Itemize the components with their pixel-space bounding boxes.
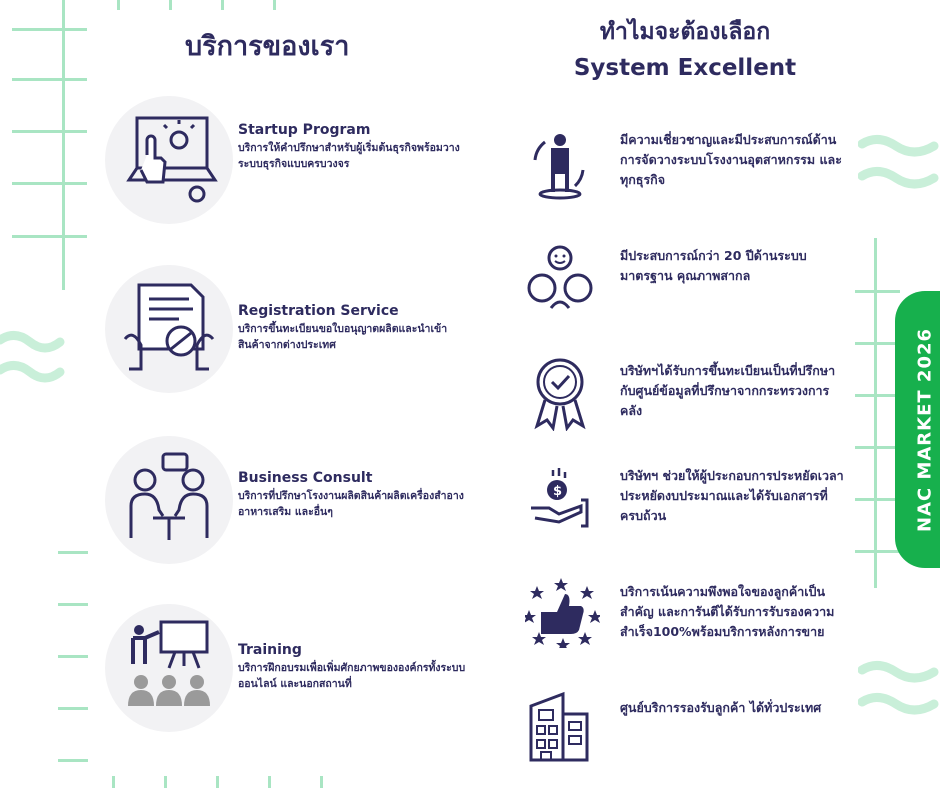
service-training — [105, 604, 505, 734]
expert-icon — [525, 130, 595, 200]
document-stamp-icon — [119, 279, 219, 379]
service-consult — [105, 436, 505, 566]
nac-market-badge-text: NAC MARKET 2026 — [914, 327, 936, 533]
reason-text: มีประสบการณ์กว่า 20 ปีด้านระบบมาตรฐาน คุณภาพสากล — [620, 248, 807, 283]
reason-item — [525, 244, 855, 314]
training-icon — [119, 618, 219, 718]
svg-text:$: $ — [553, 484, 563, 499]
service-registration — [105, 265, 505, 395]
reason-text: ศูนย์บริการรองรับลูกค้า ได้ทั่วประเทศ — [620, 700, 822, 715]
service-startup — [105, 96, 505, 226]
reason-text: บริษัทฯได้รับการขึ้นทะเบียนเป็นที่ปรึกษากับศูนย์ข้อมูลที่ปรึกษาจากกระทรวงการคลัง — [620, 363, 836, 418]
reason-text: บริการเน้นความพึงพอใจของลูกค้าเป็นสำคัญ และการันตีได้รับการรับรองความสำเร็จ100%พร้อมบริการหลังการขาย — [620, 584, 835, 639]
services-title: บริการของเรา — [185, 31, 350, 62]
service-name: Business Consult — [238, 470, 373, 486]
service-icon-circle — [105, 436, 233, 564]
money-hand-icon — [525, 464, 595, 534]
reason-item — [525, 130, 855, 210]
service-icon-circle — [105, 265, 233, 393]
service-name: Startup Program — [238, 122, 371, 138]
experience-icon — [525, 244, 595, 314]
wave-decoration-left — [0, 330, 70, 400]
service-name: Registration Service — [238, 303, 399, 319]
building-icon — [525, 690, 595, 762]
service-description: บริการให้คำปรึกษาสำหรับผู้เริ่มต้นธุรกิจพร้อมวางระบบธุรกิจแบบครบวงจร — [238, 142, 460, 170]
reason-item — [525, 578, 855, 663]
service-description: บริการที่ปรึกษาโรงงานผลิตสินค้าผลิตเครื่องสำอาง อาหารเสริม และอื่นๆ — [238, 490, 464, 518]
reason-item — [525, 690, 855, 765]
service-name: Training — [238, 642, 302, 658]
thumbs-up-stars-icon — [525, 578, 600, 648]
why-choose-title-line2: System Excellent — [573, 55, 797, 81]
reason-item — [525, 356, 855, 431]
wave-decoration-right-top — [858, 132, 940, 202]
why-choose-title — [540, 14, 830, 86]
service-icon-circle — [105, 604, 233, 732]
laptop-hand-icon — [119, 110, 219, 210]
service-description: บริการขึ้นทะเบียนขอใบอนุญาตผลิตและนำเข้าสินค้าจากต่างประเทศ — [238, 323, 448, 351]
service-description: บริการฝึกอบรมเพื่อเพิ่มศักยภาพขององค์กรทั้งระบบออนไลน์ และนอกสถานที่ — [238, 662, 466, 690]
service-icon-circle — [105, 96, 233, 224]
why-choose-title-line1: ทำไมจะต้องเลือก — [599, 19, 771, 45]
wave-decoration-right-bottom — [858, 658, 940, 728]
consulting-icon — [119, 450, 219, 550]
reason-item — [525, 464, 855, 534]
reason-text: มีความเชี่ยวชาญและมีประสบการณ์ด้านการจัดวางระบบโรงงานอุตสาหกรรม และทุกธุรกิจ — [620, 132, 842, 187]
reason-text: บริษัทฯ ช่วยให้ผู้ประกอบการประหยัดเวลาประหยัดงบประมาณและได้รับเอกสารที่ครบถ้วน — [620, 468, 844, 523]
certified-badge-icon — [525, 356, 595, 431]
